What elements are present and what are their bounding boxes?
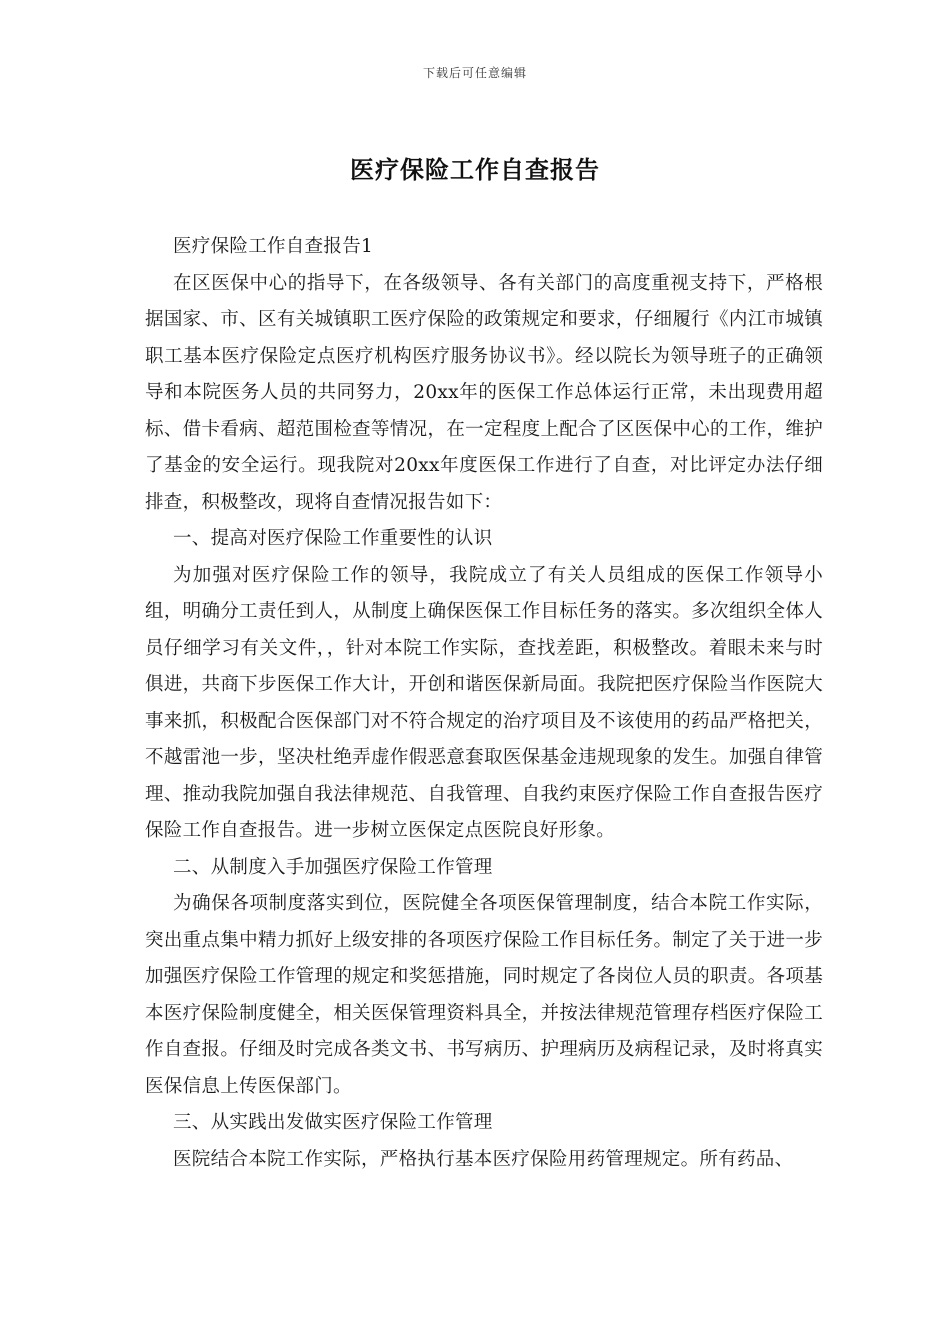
- document-title: 医疗保险工作自查报告: [350, 155, 600, 184]
- section-heading-1: 一、提高对医疗保险工作重要性的认识: [173, 528, 493, 549]
- section-heading-3: 三、从实践出发做实医疗保险工作管理: [173, 1112, 493, 1133]
- section-3-paragraph: 医院结合本院工作实际，严格执行基本医疗保险用药管理规定。所有药品、: [173, 1148, 794, 1170]
- section-2-paragraph: 为确保各项制度落实到位，医院健全各项医保管理制度，结合本院工作实际，突出重点集中精力抓好上级安排的各项医疗保险工作目标任务。制定了关于进一步加强医疗保险工作管理的规定和奖惩措施，同时规定了各岗位人员的职责。各项基本医疗保险制度健全，相关医保管理资料具全，并按法律规范管理存档医疗保险工作自查报。仔细及时完成各类文书、书写病历、护理病历及病程记录，及时将真实医保信息上传医保部门。: [145, 893, 823, 1097]
- section-1-paragraph: 为加强对医疗保险工作的领导，我院成立了有关人员组成的医保工作领导小组，明确分工责任到人，从制度上确保医保工作目标任务的落实。多次组织全体人员仔细学习有关文件，，针对本院工作实际，查找差距，积极整改。着眼未来与时俱进，共商下步医保工作大计，开创和谐医保新局面。我院把医疗保险当作医院大事来抓，积极配合医保部门对不符合规定的治疗项目及不该使用的药品严格把关，不越雷池一步，坚决杜绝弄虚作假恶意套取医保基金违规现象的发生。加强自律管理、推动我院加强自我法律规范、自我管理、自我约束医疗保险工作自查报告医疗保险工作自查报告。进一步树立医保定点医院良好形象。: [145, 564, 823, 841]
- section-heading-2: 二、从制度入手加强医疗保险工作管理: [173, 856, 493, 878]
- header-note: 下载后可任意编辑: [422, 66, 527, 80]
- document-body: [145, 229, 823, 1178]
- report-subtitle: 医疗保险工作自查报告1: [173, 236, 374, 257]
- intro-paragraph: 在区医保中心的指导下，在各级领导、各有关部门的高度重视支持下，严格根据国家、市、区有关城镇职工医疗保险的政策规定和要求，仔细履行《内江市城镇职工基本医疗保险定点医疗机构医疗服务协议书》。经以院长为领导班子的正确领导和本院医务人员的共同努力，20xx年的医保工作总体运行正常，未出现费用超标、借卡看病、超范围检查等情况，在一定程度上配合了区医保中心的工作，维护了基金的安全运行。现我院对20xx年度医保工作进行了自查，对比评定办法仔细排查，积极整改，现将自查情况报告如下：: [145, 272, 823, 513]
